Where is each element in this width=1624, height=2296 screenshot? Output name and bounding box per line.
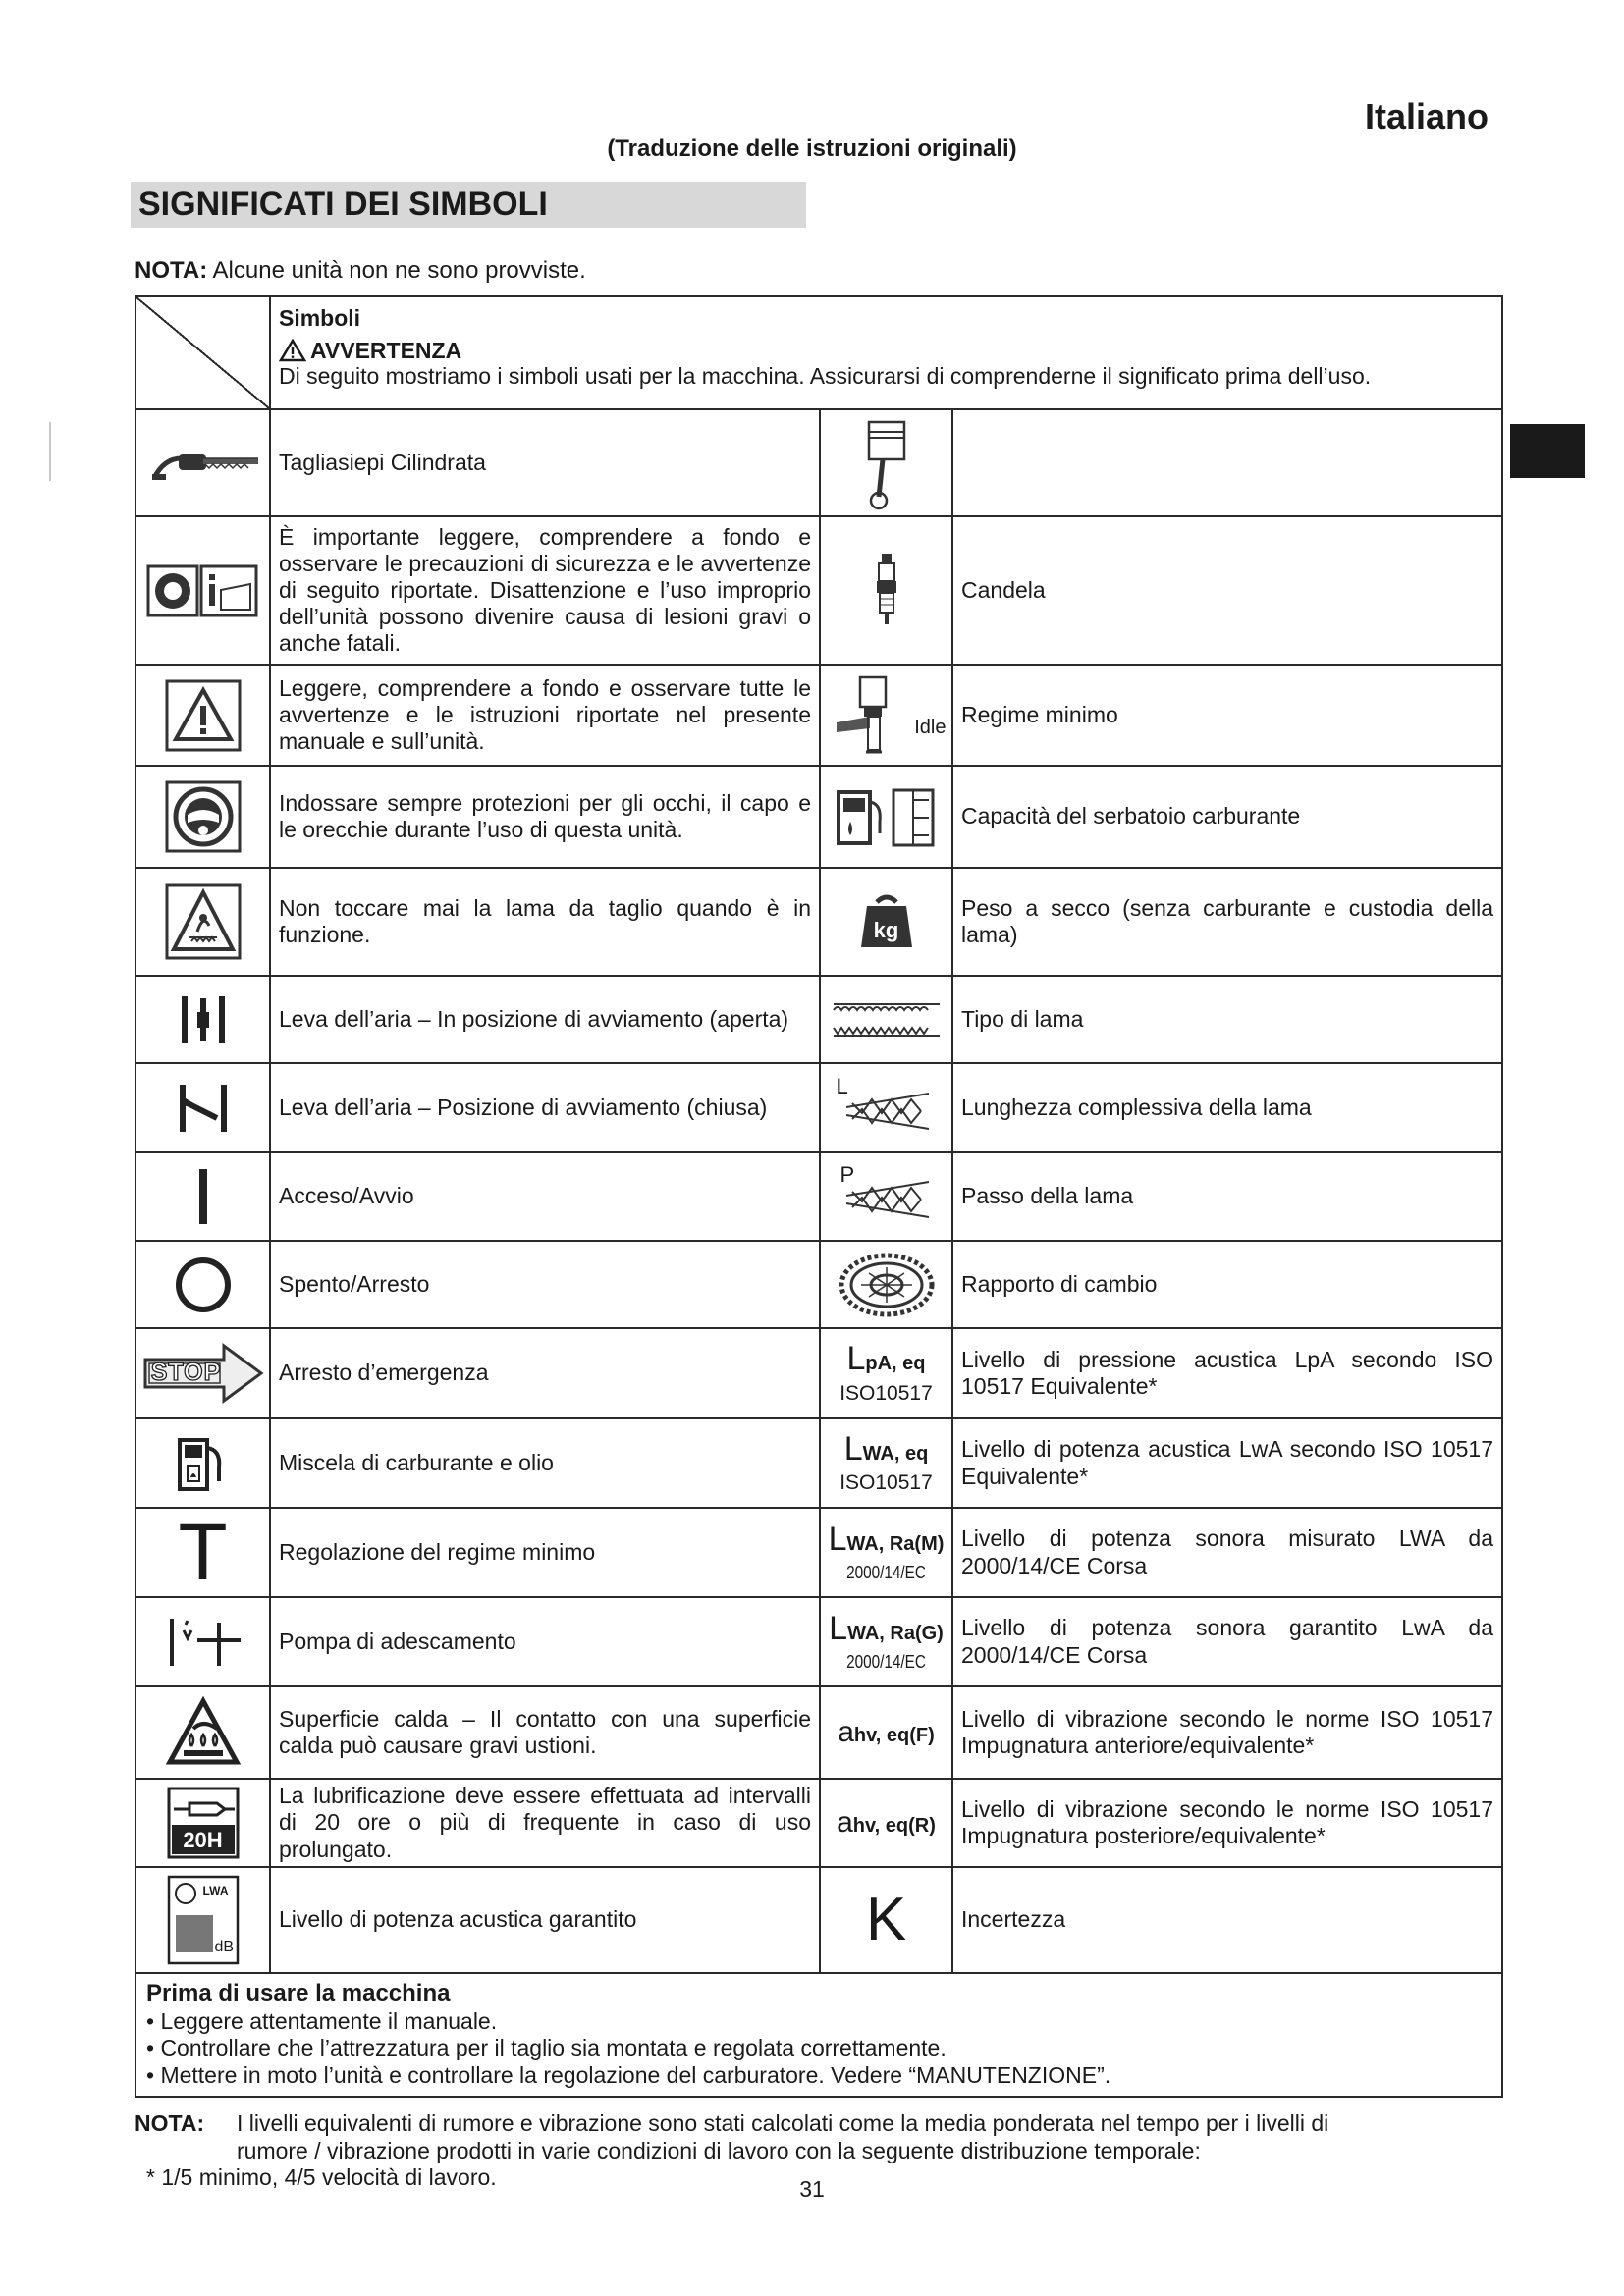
code-cell xyxy=(820,1597,952,1686)
table-row xyxy=(135,1063,1502,1152)
lwa-eq-code: LWA, eq ISO10517 xyxy=(839,1429,933,1495)
lwa-ram-code: LWA, Ra(M) 2000/14/EC xyxy=(828,1521,945,1582)
db-label: dB xyxy=(214,1939,235,1955)
gear-ratio-icon xyxy=(836,1250,938,1320)
symbol-description: Leggere, comprendere a fondo e osservare tutte le avvertenze e le istruzioni riportate nel presente manuale e sull’unità. xyxy=(270,665,820,766)
fuel-tank-capacity-icon xyxy=(833,782,941,851)
symbol-cell xyxy=(135,868,270,976)
symbol-cell xyxy=(135,1867,270,1973)
symbol-description: Superficie calda – Il contatto con una superficie calda può causare gravi ustioni. xyxy=(270,1686,820,1779)
warning-triangle-icon xyxy=(164,678,243,753)
before-use-item: • Controllare che l’attrezzatura per il taglio sia montata e regolata correttamente. xyxy=(146,2035,947,2061)
fuel-oil-mix-icon xyxy=(174,1434,233,1493)
margin-mark xyxy=(49,422,51,481)
blade-length-letter: L xyxy=(836,1073,848,1098)
symbol-cell xyxy=(820,868,952,976)
symbol-description: Capacità del serbatoio carburante xyxy=(952,766,1502,868)
blade-pitch-letter: P xyxy=(839,1162,855,1187)
table-row xyxy=(135,1779,1502,1867)
section-title: SIGNIFICATI DEI SIMBOLI xyxy=(131,182,806,228)
symbol-description: Livello di potenza acustica garantito xyxy=(270,1867,820,1973)
symbol-cell xyxy=(135,1418,270,1508)
before-use-title: Prima di usare la macchina xyxy=(146,1980,451,2006)
code-cell xyxy=(820,1867,952,1973)
top-note xyxy=(135,257,586,285)
warning-label: AVVERTENZA xyxy=(310,338,462,364)
table-row xyxy=(135,976,1502,1063)
before-use-box xyxy=(135,1973,1502,2097)
symbol-description: Livello di potenza sonora garantito LwA da 2000/14/CE Corsa xyxy=(952,1597,1502,1686)
symbol-description: La lubrificazione deve essere effettuata ad intervalli di 20 ore o più di frequente in caso di uso prolungato. xyxy=(270,1779,820,1867)
symbol-cell xyxy=(135,516,270,665)
symbol-cell xyxy=(820,976,952,1063)
symbol-cell xyxy=(820,1241,952,1328)
ahv-rear-code: ahv, eq(R) xyxy=(837,1806,936,1840)
symbol-cell xyxy=(820,409,952,516)
table-row xyxy=(135,1867,1502,1973)
symbol-description: Rapporto di cambio xyxy=(952,1241,1502,1328)
stop-arrow-icon xyxy=(141,1342,265,1405)
symbol-description: Peso a secco (senza carburante e custodia della lama) xyxy=(952,868,1502,976)
warning-triangle-small-icon xyxy=(279,339,306,362)
bottom-note-label: NOTA: xyxy=(135,2110,205,2136)
code-cell xyxy=(820,1328,952,1418)
code-cell xyxy=(820,1418,952,1508)
language-label: Italiano xyxy=(1365,96,1489,136)
hot-surface-icon xyxy=(164,1695,243,1770)
table-row xyxy=(135,766,1502,868)
before-use-item: • Leggere attentamente il manuale. xyxy=(146,2007,498,2034)
blade-pitch-icon xyxy=(833,1162,941,1231)
ahv-front-code: ahv, eq(F) xyxy=(838,1716,935,1749)
symbol-description: Acceso/Avvio xyxy=(270,1152,820,1241)
table-row xyxy=(135,665,1502,766)
header-diagonal-cell xyxy=(135,296,270,409)
symbol-description: Livello di potenza sonora misurato LWA da 2000/14/CE Corsa xyxy=(952,1508,1502,1597)
code-cell xyxy=(820,1686,952,1779)
symbol-description: Miscela di carburante e olio xyxy=(270,1418,820,1508)
lpa-eq-code: LpA, eq ISO10517 xyxy=(839,1340,933,1405)
grease-20h-label: 20H xyxy=(183,1828,223,1852)
weight-kg-icon xyxy=(859,892,914,951)
table-row xyxy=(135,1686,1502,1779)
idle-t-icon: T xyxy=(178,1507,228,1597)
symbol-description: Non toccare mai la lama da taglio quando è in funzione. xyxy=(270,868,820,976)
symbol-cell xyxy=(820,766,952,868)
bottom-note-line: rumore / vibrazione prodotti in varie condizioni di lavoro con la seguente distribuzione temporale: xyxy=(237,2137,1201,2163)
table-header-title: Simboli xyxy=(279,305,361,331)
symbol-description: Pompa di adescamento xyxy=(270,1597,820,1686)
symbol-description: Lunghezza complessiva della lama xyxy=(952,1063,1502,1152)
symbol-description: Livello di vibrazione secondo le norme ISO 10517 Impugnatura posteriore/equivalente* xyxy=(952,1779,1502,1867)
lwa-label: LWA xyxy=(202,1884,229,1897)
table-row xyxy=(135,1152,1502,1241)
idle-label: Idle xyxy=(914,716,947,738)
spark-plug-icon xyxy=(872,552,901,630)
table-row xyxy=(135,1418,1502,1508)
kg-label: kg xyxy=(873,918,899,942)
symbol-description: Tagliasiepi Cilindrata xyxy=(270,409,820,516)
idle-adjust-icon xyxy=(823,671,950,760)
symbol-description: Leva dell’aria – In posizione di avviamento (aperta) xyxy=(270,976,820,1063)
symbol-cell xyxy=(135,409,270,516)
off-stop-icon xyxy=(172,1254,235,1316)
table-row xyxy=(135,409,1502,516)
document-subtitle: (Traduzione delle istruzioni originali) xyxy=(607,135,1017,162)
before-use-item: • Mettere in moto l’unità e controllare la regolazione del carburatore. Vedere “MANUTENZIONE”. xyxy=(146,2061,1111,2088)
symbol-description: Regime minimo xyxy=(952,665,1502,766)
table-header-text: Di seguito mostriamo i simboli usati per la macchina. Assicurarsi di comprenderne il significato prima dell’uso. xyxy=(279,363,1372,390)
warning-line xyxy=(279,338,1493,364)
symbol-cell xyxy=(135,1779,270,1867)
bottom-note-footnote: * 1/5 minimo, 4/5 velocità di lavoro. xyxy=(146,2164,497,2191)
table-row xyxy=(135,1597,1502,1686)
on-start-icon xyxy=(193,1165,213,1228)
table-row xyxy=(135,1328,1502,1418)
symbol-description: Arresto d’emergenza xyxy=(270,1328,820,1418)
symbol-cell xyxy=(820,665,952,766)
blade-hazard-icon xyxy=(164,882,243,961)
table-header-cell xyxy=(270,296,1502,409)
blade-type-icon xyxy=(830,998,944,1041)
symbol-description: Livello di pressione acustica LpA secondo ISO 10517 Equivalente* xyxy=(952,1328,1502,1418)
symbol-description: È importante leggere, comprendere a fondo e osservare le precauzioni di sicurezza e le avvertenze di seguito riportate. Disattenzione e l’uso improprio dell’unità possono divenire causa di lesioni gravi o anche fatali. xyxy=(270,516,820,665)
footer-row xyxy=(135,1973,1502,2097)
symbol-description: Passo della lama xyxy=(952,1152,1502,1241)
symbol-cell xyxy=(135,1686,270,1779)
piston-icon xyxy=(857,414,916,512)
symbol-cell xyxy=(820,516,952,665)
table-row xyxy=(135,516,1502,665)
table-row xyxy=(135,868,1502,976)
symbol-description: Indossare sempre protezioni per gli occhi, il capo e le orecchie durante l’uso di questa unità. xyxy=(270,766,820,868)
bottom-note-line: NOTA: I livelli equivalenti di rumore e vibrazione sono stati calcolati come la media ponderata nel tempo per i livelli di xyxy=(135,2110,1329,2136)
symbol-description: Candela xyxy=(952,516,1502,665)
page-number: 31 xyxy=(799,2176,825,2202)
symbols-table xyxy=(135,295,1503,2098)
symbol-cell xyxy=(820,1152,952,1241)
table-header-row xyxy=(135,296,1502,409)
choke-open-icon xyxy=(174,990,233,1049)
symbol-cell xyxy=(135,1241,270,1328)
read-manual-icon xyxy=(144,561,262,621)
symbol-cell xyxy=(135,1328,270,1418)
symbol-description: Spento/Arresto xyxy=(270,1241,820,1328)
symbol-description: Regolazione del regime minimo xyxy=(270,1508,820,1597)
symbol-cell xyxy=(820,1063,952,1152)
table-row xyxy=(135,1241,1502,1328)
symbol-description: Incertezza xyxy=(952,1867,1502,1973)
symbol-cell xyxy=(135,1597,270,1686)
lwa-guaranteed-icon xyxy=(166,1874,241,1966)
hedge-trimmer-icon xyxy=(144,439,262,488)
symbol-cell xyxy=(135,1152,270,1241)
symbol-cell xyxy=(135,976,270,1063)
symbol-description xyxy=(952,409,1502,516)
grease-20h-icon xyxy=(166,1786,241,1860)
symbol-cell xyxy=(135,1508,270,1597)
k-uncertainty-code: K xyxy=(865,1886,907,1953)
code-cell xyxy=(820,1779,952,1867)
choke-closed-icon xyxy=(172,1079,235,1138)
top-note-text: Alcune unità non ne sono provviste. xyxy=(207,257,586,284)
symbol-description: Tipo di lama xyxy=(952,976,1502,1063)
symbol-description: Livello di vibrazione secondo le norme ISO 10517 Impugnatura anteriore/equivalente* xyxy=(952,1686,1502,1779)
blade-length-icon xyxy=(833,1074,941,1143)
protective-gear-icon xyxy=(164,779,243,854)
stop-label: STOP xyxy=(150,1359,222,1386)
table-row xyxy=(135,1508,1502,1597)
symbol-cell xyxy=(135,1063,270,1152)
code-cell xyxy=(820,1508,952,1597)
symbol-cell xyxy=(135,766,270,868)
primer-pump-icon xyxy=(162,1611,244,1674)
symbol-description: Leva dell’aria – Posizione di avviamento (chiusa) xyxy=(270,1063,820,1152)
symbol-description: Livello di potenza acustica LwA secondo ISO 10517 Equivalente* xyxy=(952,1418,1502,1508)
symbol-cell xyxy=(135,665,270,766)
chapter-tab-marker xyxy=(1510,424,1585,478)
lwa-rag-code: LWA, Ra(G) 2000/14/EC xyxy=(829,1610,944,1672)
top-note-label: NOTA: xyxy=(135,257,208,284)
